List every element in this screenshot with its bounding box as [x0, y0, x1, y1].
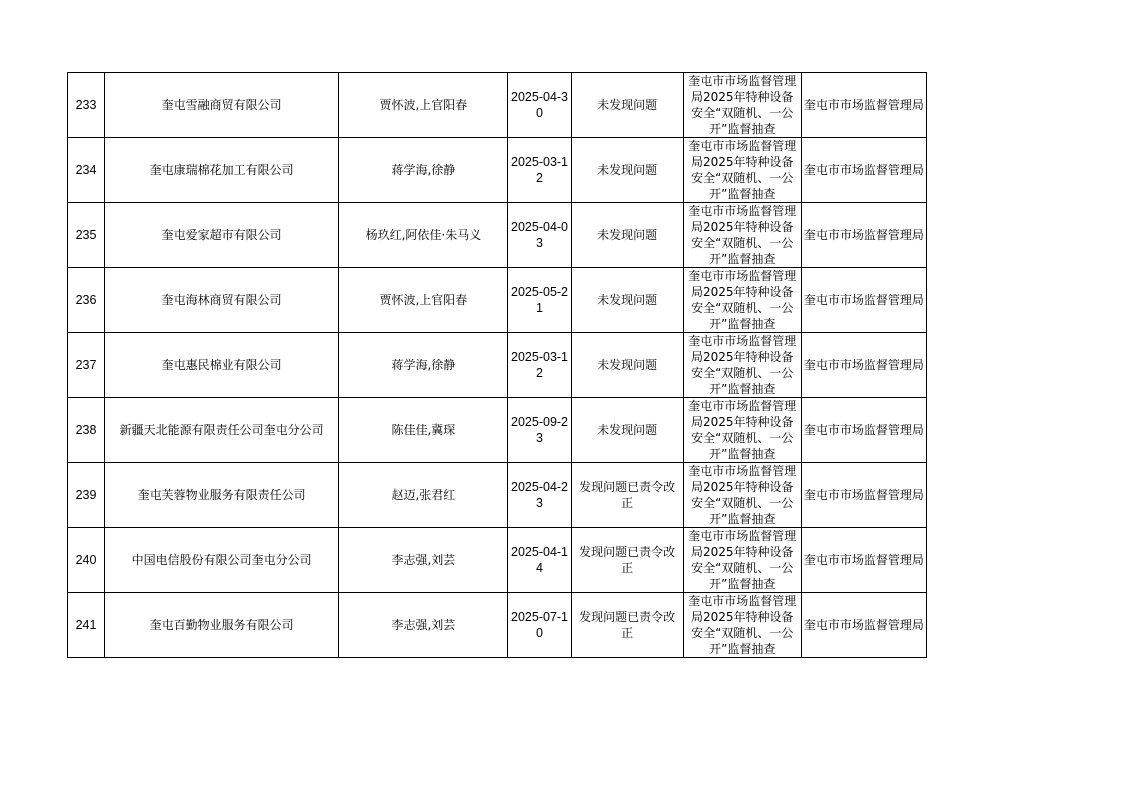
row-number: 234 — [68, 138, 105, 203]
row-number: 240 — [68, 528, 105, 593]
inspection-organ: 奎屯市市场监督管理局 — [801, 73, 926, 138]
company-name: 奎屯雪融商贸有限公司 — [105, 73, 339, 138]
inspection-table — [67, 72, 927, 658]
table-row — [68, 398, 927, 463]
inspectors: 贾怀波,上官阳春 — [339, 73, 508, 138]
inspectors: 贾怀波,上官阳春 — [339, 268, 508, 333]
company-name: 奎屯芙蓉物业服务有限责任公司 — [105, 463, 339, 528]
row-number: 238 — [68, 398, 105, 463]
inspection-organ: 奎屯市市场监督管理局 — [801, 593, 926, 658]
inspection-date: 2025-04-03 — [508, 203, 571, 268]
inspectors: 杨玖红,阿依佳·朱马义 — [339, 203, 508, 268]
inspection-plan: 奎屯市市场监督管理局2025年特种设备安全“双随机、一公开”监督抽查 — [683, 463, 801, 528]
inspection-organ: 奎屯市市场监督管理局 — [801, 268, 926, 333]
table-row — [68, 138, 927, 203]
inspectors: 陈佳佳,冀琛 — [339, 398, 508, 463]
table-row — [68, 73, 927, 138]
inspection-date: 2025-03-12 — [508, 138, 571, 203]
company-name: 新疆天北能源有限责任公司奎屯分公司 — [105, 398, 339, 463]
row-number: 237 — [68, 333, 105, 398]
inspection-organ: 奎屯市市场监督管理局 — [801, 398, 926, 463]
row-number: 239 — [68, 463, 105, 528]
inspection-date: 2025-09-23 — [508, 398, 571, 463]
inspection-result: 未发现问题 — [571, 73, 683, 138]
company-name: 奎屯海林商贸有限公司 — [105, 268, 339, 333]
inspectors: 赵迈,张君红 — [339, 463, 508, 528]
inspection-organ: 奎屯市市场监督管理局 — [801, 203, 926, 268]
table-row — [68, 463, 927, 528]
inspection-plan: 奎屯市市场监督管理局2025年特种设备安全“双随机、一公开”监督抽查 — [683, 73, 801, 138]
inspection-date: 2025-04-23 — [508, 463, 571, 528]
company-name: 奎屯百勤物业服务有限公司 — [105, 593, 339, 658]
row-number: 235 — [68, 203, 105, 268]
inspection-result: 发现问题已责令改正 — [571, 463, 683, 528]
inspection-organ: 奎屯市市场监督管理局 — [801, 528, 926, 593]
inspection-organ: 奎屯市市场监督管理局 — [801, 333, 926, 398]
company-name: 奎屯康瑞棉花加工有限公司 — [105, 138, 339, 203]
inspection-plan: 奎屯市市场监督管理局2025年特种设备安全“双随机、一公开”监督抽查 — [683, 203, 801, 268]
inspectors: 蒋学海,徐静 — [339, 138, 508, 203]
inspection-plan: 奎屯市市场监督管理局2025年特种设备安全“双随机、一公开”监督抽查 — [683, 593, 801, 658]
inspection-result: 未发现问题 — [571, 203, 683, 268]
inspection-plan: 奎屯市市场监督管理局2025年特种设备安全“双随机、一公开”监督抽查 — [683, 528, 801, 593]
inspection-result: 未发现问题 — [571, 268, 683, 333]
table-row — [68, 528, 927, 593]
inspection-plan: 奎屯市市场监督管理局2025年特种设备安全“双随机、一公开”监督抽查 — [683, 138, 801, 203]
inspection-date: 2025-04-30 — [508, 73, 571, 138]
table-row — [68, 593, 927, 658]
inspection-result: 未发现问题 — [571, 138, 683, 203]
inspection-organ: 奎屯市市场监督管理局 — [801, 463, 926, 528]
inspection-result: 发现问题已责令改正 — [571, 593, 683, 658]
row-number: 236 — [68, 268, 105, 333]
inspectors: 李志强,刘芸 — [339, 593, 508, 658]
inspection-date: 2025-04-14 — [508, 528, 571, 593]
inspectors: 李志强,刘芸 — [339, 528, 508, 593]
inspection-date: 2025-07-10 — [508, 593, 571, 658]
inspection-result: 发现问题已责令改正 — [571, 528, 683, 593]
inspectors: 蒋学海,徐静 — [339, 333, 508, 398]
inspection-plan: 奎屯市市场监督管理局2025年特种设备安全“双随机、一公开”监督抽查 — [683, 333, 801, 398]
inspection-plan: 奎屯市市场监督管理局2025年特种设备安全“双随机、一公开”监督抽查 — [683, 268, 801, 333]
table-row — [68, 203, 927, 268]
inspection-plan: 奎屯市市场监督管理局2025年特种设备安全“双随机、一公开”监督抽查 — [683, 398, 801, 463]
inspection-result: 未发现问题 — [571, 333, 683, 398]
company-name: 中国电信股份有限公司奎屯分公司 — [105, 528, 339, 593]
inspection-result: 未发现问题 — [571, 398, 683, 463]
inspection-date: 2025-05-21 — [508, 268, 571, 333]
table-row — [68, 268, 927, 333]
inspection-organ: 奎屯市市场监督管理局 — [801, 138, 926, 203]
row-number: 241 — [68, 593, 105, 658]
inspection-date: 2025-03-12 — [508, 333, 571, 398]
row-number: 233 — [68, 73, 105, 138]
company-name: 奎屯惠民棉业有限公司 — [105, 333, 339, 398]
table-row — [68, 333, 927, 398]
company-name: 奎屯爱家超市有限公司 — [105, 203, 339, 268]
